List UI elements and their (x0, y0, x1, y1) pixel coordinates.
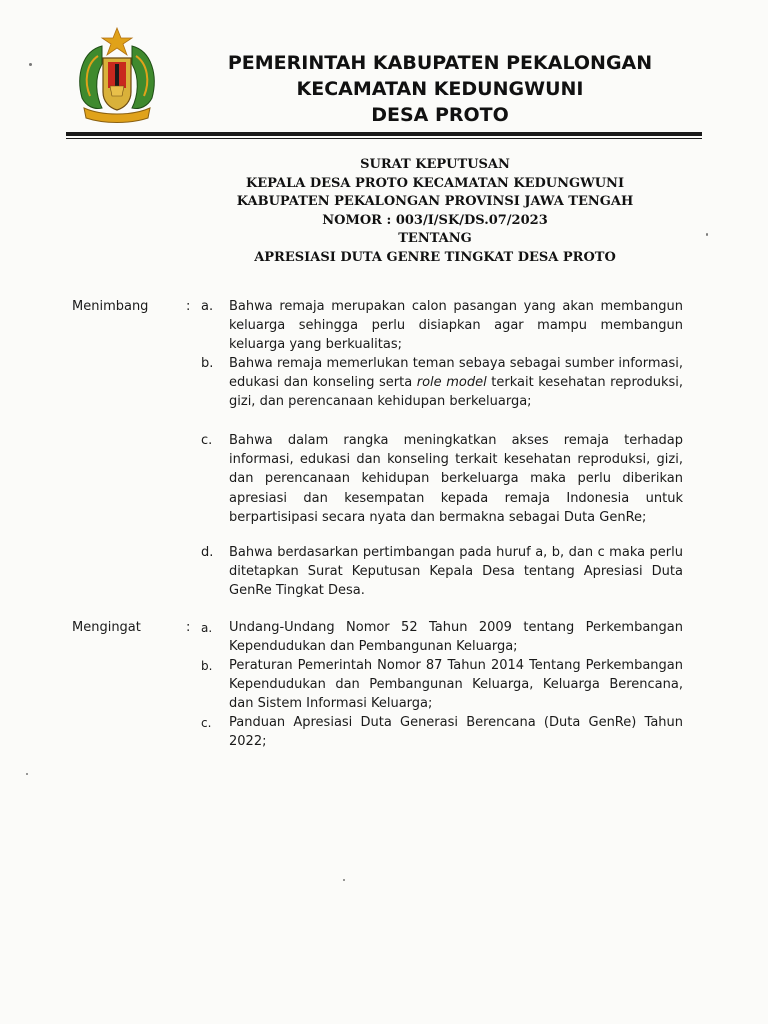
mengingat-item-a (201, 618, 683, 656)
letterhead (150, 50, 730, 128)
menimbang-item-d (201, 543, 683, 601)
title-line-2: KEPALA DESA PROTO KECAMATAN KEDUNGWUNI (245, 175, 625, 191)
menimbang-label: Menimbang (72, 299, 149, 314)
document-title (150, 156, 720, 267)
menimbang-item-b (201, 354, 683, 412)
item-text: Bahwa berdasarkan pertimbangan pada huruf a, b, dan c maka perlu ditetapkan Surat Keputusan Kepala Desa tentang Apresiasi Duta GenRe Tingkat Desa. (229, 545, 683, 599)
item-letter: d. (201, 545, 214, 560)
item-letter: b. (201, 659, 213, 673)
title-line-3: KABUPATEN PEKALONGAN PROVINSI JAWA TENGAH (236, 194, 634, 209)
item-letter: a. (201, 621, 213, 635)
decree-subject: APRESIASI DUTA GENRE TINGKAT DESA PROTO (254, 249, 616, 265)
scan-speck (706, 233, 708, 236)
letterhead-line-1: PEMERINTAH KABUPATEN PEKALONGAN (227, 52, 653, 74)
header-divider-thin (66, 138, 702, 139)
item-text: Undang-Undang Nomor 52 Tahun 2009 tentang Perkembangan Kependudukan dan Pembangunan Keluarga; (229, 620, 683, 655)
letterhead-line-2: KECAMATAN KEDUNGWUNI (296, 78, 584, 100)
menimbang-item-a (201, 297, 683, 355)
mengingat-label: Mengingat (72, 620, 141, 635)
item-letter: a. (201, 299, 214, 314)
scan-speck (29, 63, 32, 66)
item-letter: c. (201, 433, 213, 448)
item-letter: c. (201, 716, 212, 730)
menimbang-item-c (201, 431, 683, 527)
mengingat-item-c (201, 713, 683, 751)
menimbang-colon: : (186, 299, 191, 314)
letterhead-line-3: DESA PROTO (371, 104, 509, 126)
italic-term: role model (416, 375, 487, 391)
item-text: Peraturan Pemerintah Nomor 87 Tahun 2014 Tentang Perkembangan Kependudukan dan Pembangunan Keluarga, Keluarga Berencana, dan Sistem Informasi Keluarga; (229, 658, 683, 712)
mengingat-item-b (201, 656, 683, 714)
regency-coat-of-arms-icon (72, 26, 162, 124)
decree-number: NOMOR : 003/I/SK/DS.07/2023 (322, 212, 548, 228)
title-line-1: SURAT KEPUTUSAN (360, 157, 510, 172)
mengingat-colon: : (186, 620, 191, 635)
title-line-5: TENTANG (398, 231, 472, 246)
item-text: Bahwa remaja memerlukan teman sebaya sebagai sumber informasi, edukasi dan konseling serta role model terkait kesehatan reproduksi, gizi, dan perencanaan kehidupan berkeluarga; (229, 356, 683, 410)
header-divider-thick (66, 132, 702, 136)
scan-speck (26, 773, 28, 775)
item-text: Panduan Apresiasi Duta Generasi Berencana (Duta GenRe) Tahun 2022; (229, 715, 683, 750)
item-letter: b. (201, 356, 214, 371)
item-text: Bahwa dalam rangka meningkatkan akses remaja terhadap informasi, edukasi dan konseling terkait kesehatan reproduksi, gizi, dan perencanaan kehidupan berkeluarga maka perlu diberikan apresiasi dan kesempatan kepada remaja Indonesia untuk berpartisipasi secara nyata dan bermakna sebagai Duta GenRe; (229, 433, 683, 525)
item-text: Bahwa remaja merupakan calon pasangan yang akan membangun keluarga sehingga perlu disiapkan agar mampu membangun keluarga yang berkualitas; (229, 299, 683, 353)
scan-speck (343, 879, 345, 881)
